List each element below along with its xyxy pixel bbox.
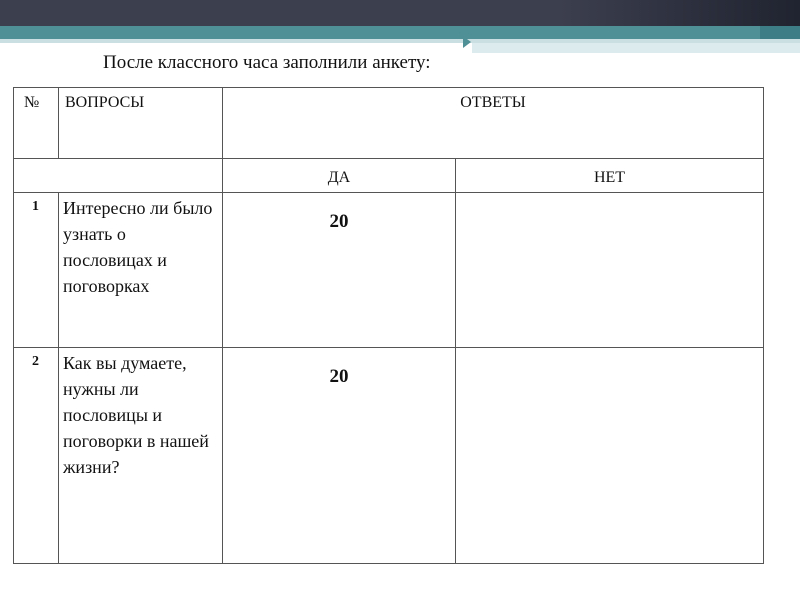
row-question: Как вы думаете, нужны ли пословицы и поговорки в нашей жизни? (59, 348, 223, 564)
top-dark-band-gradient (560, 0, 800, 26)
row-no-value (456, 348, 764, 564)
page-title: После классного часа заполнили анкету: (103, 52, 431, 73)
header-number: № (14, 88, 59, 159)
subheader-no: НЕТ (456, 159, 764, 193)
row-number: 1 (14, 193, 59, 348)
row-question: Интересно ли было узнать о пословицах и поговорках (59, 193, 223, 348)
table-subheader-row (14, 159, 764, 193)
row-yes-value: 20 (223, 348, 456, 564)
table-row (14, 348, 764, 564)
chevron-right-icon (463, 36, 471, 48)
header-answers: ОТВЕТЫ (223, 88, 764, 159)
top-light-band-right (472, 43, 800, 53)
table-header-row (14, 88, 764, 159)
subheader-empty (14, 159, 223, 193)
top-teal-band (0, 26, 800, 39)
row-yes-value: 20 (223, 193, 456, 348)
row-no-value (456, 193, 764, 348)
survey-table (13, 87, 764, 564)
row-number: 2 (14, 348, 59, 564)
subheader-yes: ДА (223, 159, 456, 193)
table-row (14, 193, 764, 348)
header-questions: ВОПРОСЫ (59, 88, 223, 159)
